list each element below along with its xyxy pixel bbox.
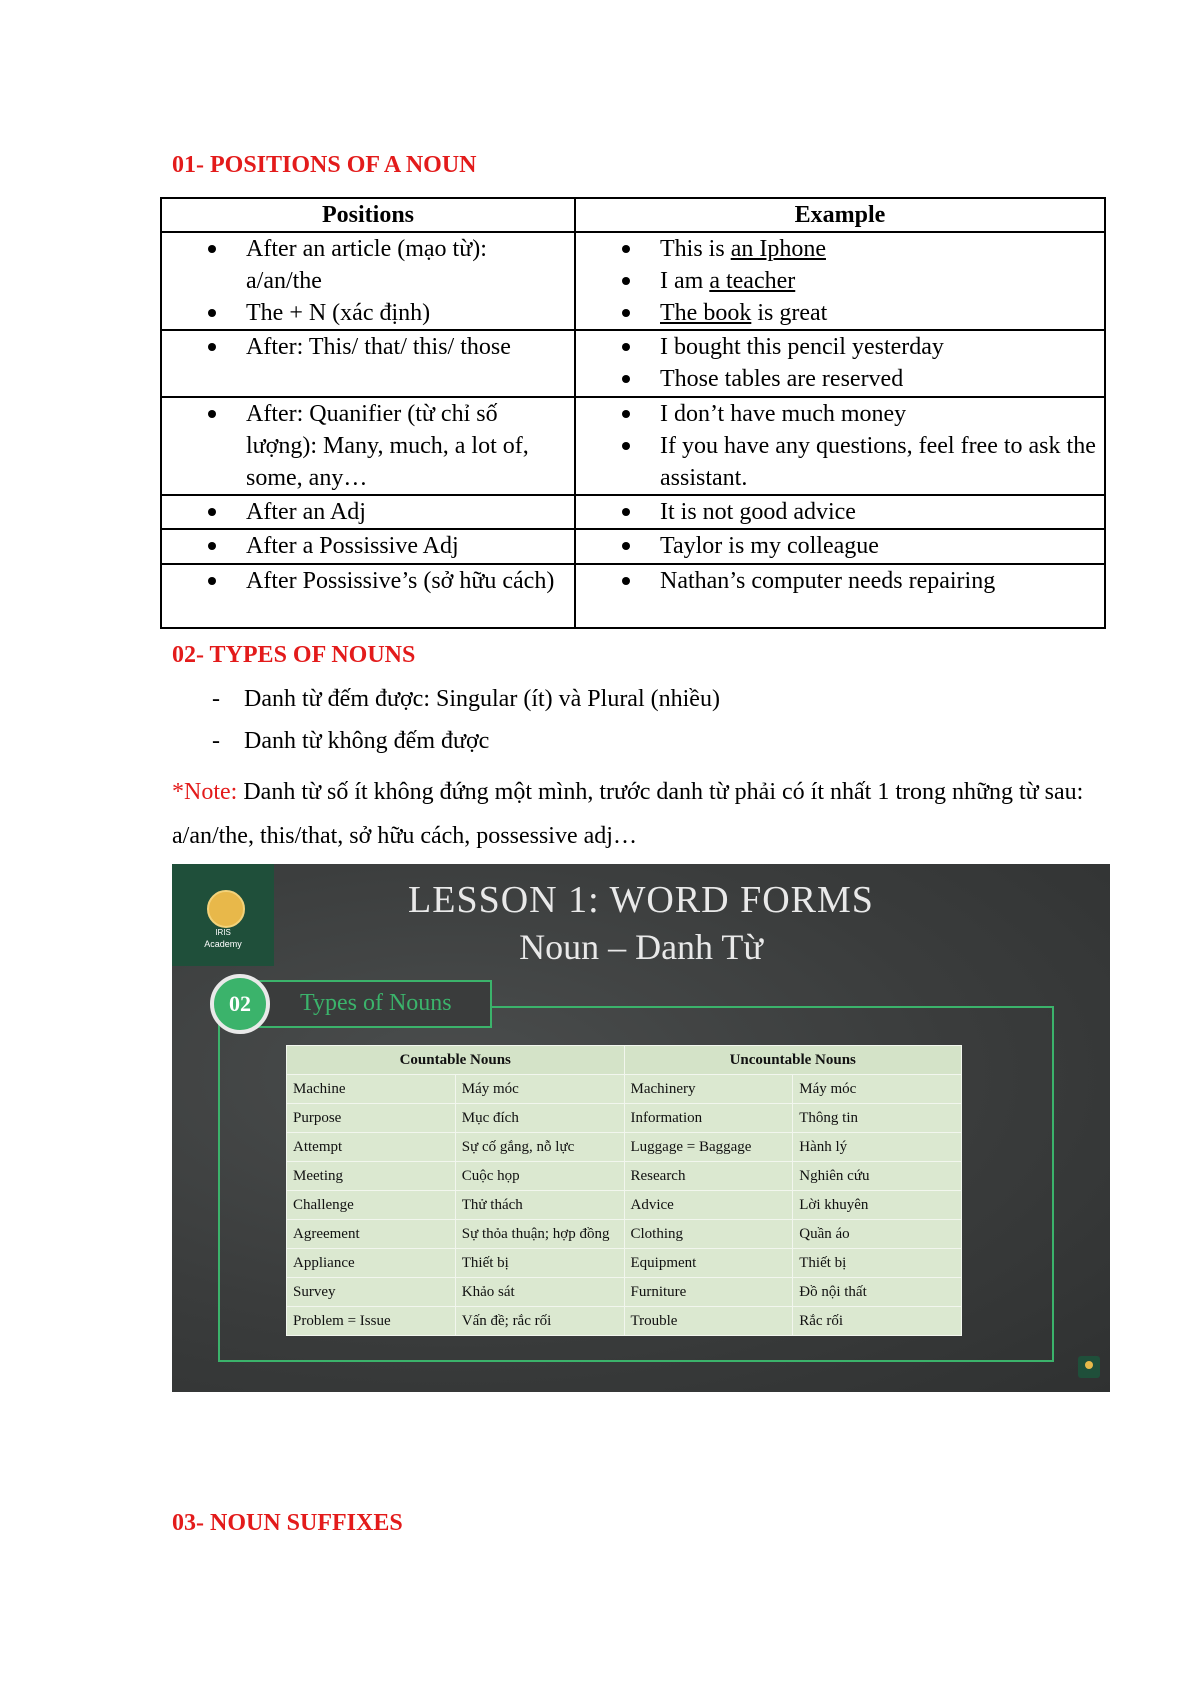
lesson-slide-image — [172, 864, 1110, 1392]
uncountable-noun: Machinery — [624, 1075, 793, 1104]
example-item — [576, 363, 1104, 395]
uncountable-meaning: Hành lý — [793, 1133, 962, 1162]
position-cell — [161, 397, 575, 495]
table-row — [161, 495, 1105, 529]
example-text: If you have any questions, feel free to ask the assistant. — [660, 432, 1096, 491]
example-cell — [575, 529, 1105, 563]
position-cell — [161, 529, 575, 563]
logo-text-academy: Academy — [204, 939, 242, 949]
countable-meaning: Sự cố gắng, nỗ lực — [455, 1133, 624, 1162]
uncountable-noun: Trouble — [624, 1307, 793, 1336]
slide-subtitle: Noun – Danh Từ — [519, 927, 763, 967]
example-underlined-noun: a teacher — [709, 268, 796, 294]
nouns-table-body — [287, 1075, 962, 1336]
example-item — [576, 430, 1104, 494]
example-text: is great — [751, 300, 828, 326]
table-row — [287, 1162, 962, 1191]
countable-meaning: Vấn đề; rắc rối — [455, 1307, 624, 1336]
countable-noun: Problem = Issue — [287, 1307, 456, 1336]
position-item: The + N (xác định) — [162, 297, 574, 329]
countable-noun: Challenge — [287, 1191, 456, 1220]
example-text: Nathan’s computer needs repairing — [660, 567, 996, 594]
countable-meaning: Mục đích — [455, 1104, 624, 1133]
position-item: After an article (mạo từ): a/an/the — [162, 233, 574, 297]
example-cell — [575, 495, 1105, 529]
heading-types: 02- TYPES OF NOUNS — [172, 642, 416, 668]
uncountable-noun: Clothing — [624, 1220, 793, 1249]
uncountable-meaning: Nghiên cứu — [793, 1162, 962, 1191]
uncountable-noun: Furniture — [624, 1278, 793, 1307]
example-text: I am — [660, 268, 710, 294]
table-row — [287, 1307, 962, 1336]
countable-meaning: Thiết bị — [455, 1249, 624, 1278]
dash-bullet: - — [212, 686, 220, 712]
example-item — [576, 331, 1104, 363]
uncountable-noun: Equipment — [624, 1249, 793, 1278]
positions-table-body — [161, 232, 1105, 628]
example-item — [576, 530, 1104, 562]
example-cell — [575, 397, 1105, 495]
section-label: Types of Nouns — [300, 990, 452, 1016]
example-cell — [575, 564, 1105, 628]
uncountable-noun: Research — [624, 1162, 793, 1191]
nouns-table — [286, 1045, 962, 1336]
countable-meaning: Cuộc họp — [455, 1162, 624, 1191]
table-row — [287, 1104, 962, 1133]
example-cell — [575, 232, 1105, 330]
example-text: Those tables are reserved — [660, 366, 904, 393]
uncountable-noun: Advice — [624, 1191, 793, 1220]
countable-meaning: Sự thỏa thuận; hợp đồng — [455, 1220, 624, 1249]
table-row — [287, 1278, 962, 1307]
table-row — [161, 529, 1105, 563]
uncountable-noun: Information — [624, 1104, 793, 1133]
example-item — [576, 233, 1104, 265]
position-item: After a Possissive Adj — [162, 530, 574, 562]
example-underlined-noun: an Iphone — [730, 236, 826, 262]
list-item-text: Danh từ đếm được: Singular (ít) và Plural (nhiều) — [244, 686, 720, 712]
countable-meaning: Thử thách — [455, 1191, 624, 1220]
example-cell — [575, 330, 1105, 396]
example-item — [576, 265, 1104, 297]
example-text: I don’t have much money — [660, 400, 907, 427]
uncountable-meaning: Rắc rối — [793, 1307, 962, 1336]
position-cell — [161, 232, 575, 330]
note-label: *Note: — [172, 779, 238, 805]
countable-meaning: Khảo sát — [455, 1278, 624, 1307]
example-item — [576, 565, 1104, 597]
example-item — [576, 297, 1104, 329]
example-item — [576, 398, 1104, 430]
uncountable-meaning: Thiết bị — [793, 1249, 962, 1278]
uncountable-header: Uncountable Nouns — [624, 1046, 962, 1075]
positions-table — [160, 197, 1106, 629]
countable-noun: Agreement — [287, 1220, 456, 1249]
uncountable-meaning: Lời khuyên — [793, 1191, 962, 1220]
uncountable-meaning: Máy móc — [793, 1075, 962, 1104]
heading-positions: 01- POSITIONS OF A NOUN — [172, 152, 477, 178]
example-text: This is — [660, 236, 731, 262]
table-row — [161, 564, 1105, 628]
note-paragraph — [172, 770, 1092, 858]
table-row — [287, 1220, 962, 1249]
position-cell — [161, 330, 575, 396]
table-row — [287, 1075, 962, 1104]
uncountable-noun: Luggage = Baggage — [624, 1133, 793, 1162]
uncountable-meaning: Quần áo — [793, 1220, 962, 1249]
position-cell — [161, 564, 575, 628]
countable-noun: Machine — [287, 1075, 456, 1104]
table-row — [287, 1191, 962, 1220]
table-row — [287, 1133, 962, 1162]
table-row — [161, 232, 1105, 330]
countable-noun: Survey — [287, 1278, 456, 1307]
countable-header: Countable Nouns — [287, 1046, 625, 1075]
countable-noun: Purpose — [287, 1104, 456, 1133]
position-cell — [161, 495, 575, 529]
position-item: After: This/ that/ this/ those — [162, 331, 574, 363]
logo-text-iris: IRIS — [215, 928, 231, 937]
countable-noun: Attempt — [287, 1133, 456, 1162]
position-item: After Possissive’s (sở hữu cách) — [162, 565, 574, 597]
countable-noun: Appliance — [287, 1249, 456, 1278]
list-item-text: Danh từ không đếm được — [244, 728, 490, 754]
position-item: After an Adj — [162, 496, 574, 528]
dash-bullet: - — [212, 728, 220, 754]
example-text: I bought this pencil yesterday — [660, 334, 944, 361]
slide-title: LESSON 1: WORD FORMS — [408, 879, 874, 921]
example-text: It is not good advice — [660, 499, 856, 526]
uncountable-meaning: Thông tin — [793, 1104, 962, 1133]
example-text: Taylor is my colleague — [660, 533, 879, 560]
countable-noun: Meeting — [287, 1162, 456, 1191]
example-underlined-noun: The book — [660, 300, 752, 326]
table-row — [161, 330, 1105, 396]
table-row — [161, 397, 1105, 495]
uncountable-meaning: Đồ nội thất — [793, 1278, 962, 1307]
position-item: After: Quanifier (từ chỉ số lượng): Many, much, a lot of, some, any… — [162, 398, 574, 494]
table-row — [287, 1249, 962, 1278]
col-header-positions: Positions — [161, 198, 575, 232]
note-text: Danh từ số ít không đứng một mình, trước danh từ phải có ít nhất 1 trong những từ sau: a/an/the, this/that, sở hữu cách, possessive adj… — [172, 779, 1084, 849]
example-item — [576, 496, 1104, 528]
corner-logo-icon — [1078, 1356, 1100, 1378]
heading-suffixes: 03- NOUN SUFFIXES — [172, 1510, 403, 1536]
col-header-example: Example — [575, 198, 1105, 232]
section-number-badge: 02 — [210, 974, 270, 1034]
countable-meaning: Máy móc — [455, 1075, 624, 1104]
